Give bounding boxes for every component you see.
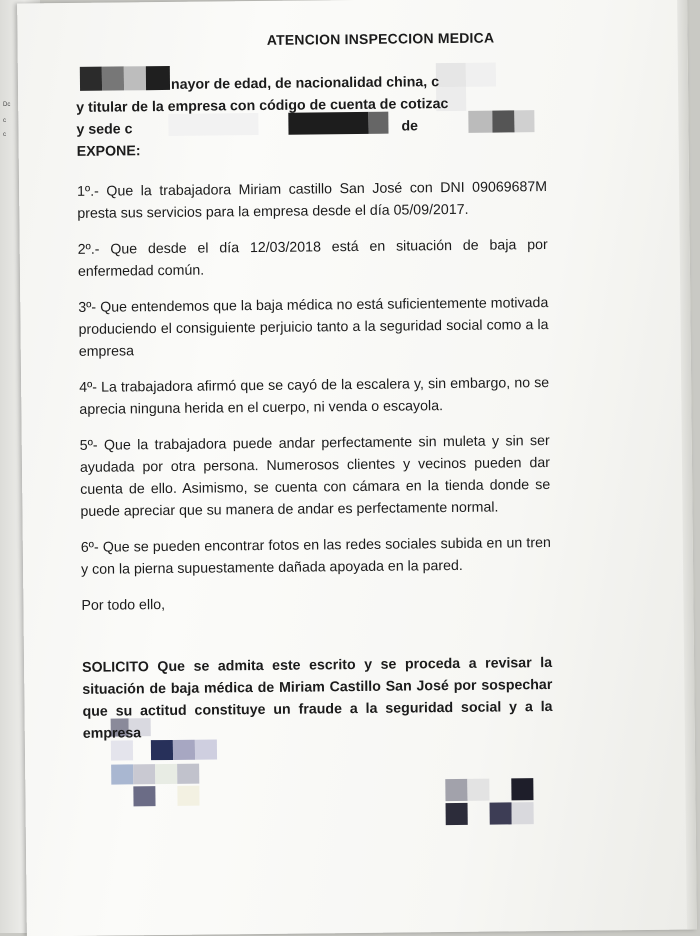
paragraph-number: 1º.- [77, 183, 99, 200]
paragraph-text: Que se pueden encontrar fotos en las redes sociales subida en un tren y con la pierna supuestamente dañada apoyada en la pared. [80, 534, 551, 578]
paragraph-number: 3º- [78, 299, 97, 316]
signature-redaction [445, 778, 536, 829]
header-line-3-tail: de [401, 118, 419, 135]
paragraph-number: 5º- [79, 437, 98, 454]
paragraph-text: Que la trabajadora Miriam castillo San José con DNI 09069687M presta sus servicios para la empresa desde el día 05/09/2017. [77, 178, 548, 222]
paragraph-number: 2º.- [77, 241, 100, 258]
expone-heading: EXPONE: [76, 143, 141, 160]
solicito-paragraph: SOLICITO Que se admita este escrito y se proceda a revisar la situación de baja médica de Miriam Castillo San José por sospechar que su actitud constituye un fraude a la seguridad social y a la empresa [82, 654, 553, 742]
paragraph-text: Que la trabajadora puede andar perfectamente sin muleta y sin ser ayudada por otra persona. Numerosos clientes y vecinos pueden dar cuenta de ello. Asimismo, se cuenta con cámara en la tienda donde se puede apreciar que su manera de andar es perfectamente normal. [79, 432, 551, 520]
background-text-fragment: Dc [3, 102, 11, 108]
paragraph-text: Que desde el día 12/03/2018 está en situación de baja por enfermedad común. [77, 236, 548, 280]
paragraph-text: La trabajadora afirmó que se cayó de la escalera y, sin embargo, no se aprecia ninguna herida en el cuerpo, ni venda o escayola. [79, 374, 550, 418]
paragraph-3 [78, 292, 549, 363]
letter-page [17, 0, 697, 936]
background-text-fragment: c [3, 132, 6, 138]
paragraph-5 [80, 430, 551, 523]
header-line-1: nayor de edad, de nacionalidad china, c [170, 74, 440, 93]
letter-body [75, 26, 553, 759]
closing-line: Por todo ello, [81, 597, 166, 614]
paragraph-6 [81, 532, 551, 581]
page-edge [677, 0, 697, 930]
page-title: ATENCION INSPECCION MEDICA [266, 29, 495, 48]
paragraph-text: Que entendemos que la baja médica no está suficientemente motivada produciendo el consiguiente perjuicio tanto a la seguridad social como a la empresa [78, 294, 549, 360]
paragraph-4 [79, 372, 549, 421]
paragraph-number: 4º- [79, 379, 98, 396]
background-text-fragment: c [3, 118, 6, 124]
paragraph-1 [77, 176, 547, 225]
paragraph-number: 6º- [80, 539, 99, 556]
header-line-2: y titular de la empresa con código de cuenta de cotizac [76, 96, 449, 116]
header-line-3-text: y sede c [76, 121, 133, 138]
paragraph-2 [78, 234, 548, 283]
